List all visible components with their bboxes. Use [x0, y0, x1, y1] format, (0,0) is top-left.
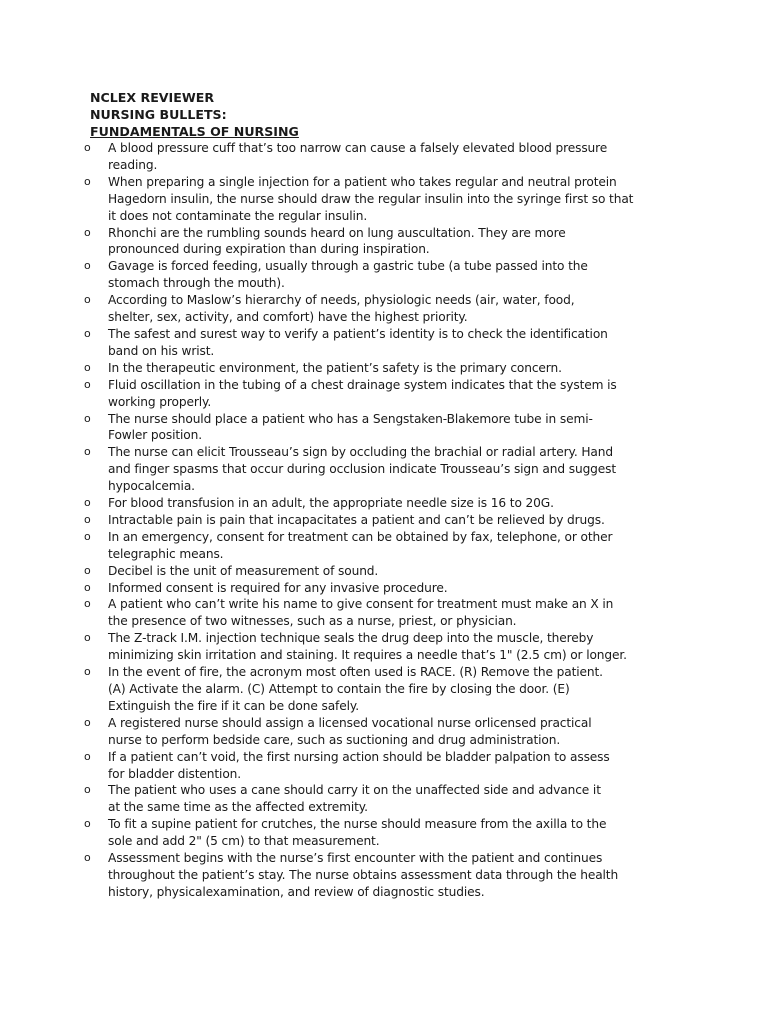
- bullet-marker-icon: o: [84, 580, 91, 594]
- bullet-marker-icon: o: [84, 360, 91, 374]
- bullet-marker-icon: o: [84, 851, 91, 865]
- bullet-text: The Z-track I.M. injection technique seals the drug deep into the muscle, thereby minimizing skin irritation and staining. It requires a needle that’s 1" (2.5 cm) or longer.: [108, 631, 627, 663]
- bullet-item: [86, 850, 686, 901]
- bullet-item: [86, 377, 686, 411]
- bullet-item: [86, 411, 686, 445]
- bullet-marker-icon: o: [84, 496, 91, 510]
- bullet-text: The safest and surest way to verify a patient’s identity is to check the identification band on his wrist.: [108, 326, 608, 358]
- bullet-marker-icon: o: [84, 665, 91, 679]
- bullet-item: [86, 630, 686, 664]
- bullet-text: Gavage is forced feeding, usually through a gastric tube (a tube passed into the stomach through the mouth).: [108, 259, 588, 291]
- bullet-item: [86, 596, 686, 630]
- bullet-marker-icon: o: [84, 259, 91, 273]
- bullet-marker-icon: o: [84, 563, 91, 577]
- bullet-item: [86, 715, 686, 749]
- bullet-item: [86, 444, 686, 495]
- bullet-marker-icon: o: [84, 326, 91, 340]
- bullet-marker-icon: o: [84, 377, 91, 391]
- bullet-text: Decibel is the unit of measurement of sound.: [108, 563, 379, 578]
- bullet-item: [86, 782, 686, 816]
- bullet-marker-icon: o: [84, 783, 91, 797]
- bullet-text: Intractable pain is pain that incapacitates a patient and can’t be relieved by drugs.: [108, 512, 605, 527]
- bullet-text: In an emergency, consent for treatment can be obtained by fax, telephone, or other telegraphic means.: [108, 529, 613, 561]
- bullet-text: When preparing a single injection for a patient who takes regular and neutral protein Hagedorn insulin, the nurse should draw the regular insulin into the syringe first so that it does not contaminate the regular insulin.: [108, 174, 634, 223]
- bullet-item: [86, 512, 686, 529]
- bullet-item: [86, 258, 686, 292]
- bullet-text: A registered nurse should assign a licensed vocational nurse orlicensed practical nurse to perform bedside care, such as suctioning and drug administration.: [108, 715, 592, 747]
- bullet-text: The nurse can elicit Trousseau’s sign by occluding the brachial or radial artery. Hand and finger spasms that occur during occlusion indicate Trousseau’s sign and suggest hypocalcemia.: [108, 445, 617, 494]
- bullet-text: Rhonchi are the rumbling sounds heard on lung auscultation. They are more pronounced during expiration than during inspiration.: [108, 225, 566, 257]
- bullet-item: [86, 326, 686, 360]
- bullet-marker-icon: o: [84, 512, 91, 526]
- bullet-text: According to Maslow’s hierarchy of needs, physiologic needs (air, water, food, shelter, sex, activity, and comfort) have the highest priority.: [108, 293, 575, 325]
- bullet-text: To fit a supine patient for crutches, the nurse should measure from the axilla to the sole and add 2" (5 cm) to that measurement.: [108, 817, 607, 849]
- bullet-text: A patient who can’t write his name to give consent for treatment must make an X in the presence of two witnesses, such as a nurse, priest, or physician.: [108, 597, 614, 629]
- bullet-marker-icon: o: [84, 597, 91, 611]
- bullet-list: [86, 140, 686, 901]
- document-subtitle: NURSING BULLETS:: [90, 107, 227, 122]
- bullet-text: If a patient can’t void, the first nursing action should be bladder palpation to assess for bladder distention.: [108, 749, 610, 781]
- bullet-text: A blood pressure cuff that’s too narrow can cause a falsely elevated blood pressure reading.: [108, 141, 608, 172]
- bullet-marker-icon: o: [84, 817, 91, 831]
- bullet-item: [86, 225, 686, 259]
- bullet-item: [86, 495, 686, 512]
- bullet-text: In the therapeutic environment, the patient’s safety is the primary concern.: [108, 360, 562, 375]
- bullet-marker-icon: o: [84, 445, 91, 459]
- bullet-marker-icon: o: [84, 174, 91, 188]
- section-heading: FUNDAMENTALS OF NURSING: [90, 124, 299, 139]
- bullet-item: [86, 563, 686, 580]
- bullet-text: The nurse should place a patient who has a Sengstaken-Blakemore tube in semi- Fowler position.: [108, 411, 593, 443]
- bullet-item: [86, 749, 686, 783]
- bullet-marker-icon: o: [84, 715, 91, 729]
- bullet-marker-icon: o: [84, 411, 91, 425]
- bullet-text: The patient who uses a cane should carry it on the unaffected side and advance it at the same time as the affected extremity.: [108, 783, 601, 815]
- bullet-item: [86, 292, 686, 326]
- bullet-item: [86, 360, 686, 377]
- bullet-marker-icon: o: [84, 225, 91, 239]
- bullet-marker-icon: o: [84, 529, 91, 543]
- bullet-item: [86, 664, 686, 715]
- bullet-marker-icon: o: [84, 293, 91, 307]
- bullet-marker-icon: o: [84, 631, 91, 645]
- bullet-marker-icon: o: [84, 141, 91, 154]
- bullet-text: Informed consent is required for any invasive procedure.: [108, 580, 448, 595]
- document-header: [90, 89, 690, 140]
- bullet-text: Assessment begins with the nurse’s first encounter with the patient and continues throughout the patient’s stay. The nurse obtains assessment data through the health history, physicalexamination, and review of diagnostic studies.: [108, 851, 619, 899]
- bullet-text: In the event of fire, the acronym most often used is RACE. (R) Remove the patient. (A) Activate the alarm. (C) Attempt to contain the fire by closing the door. (E) Extinguish the fire if it can be done safely.: [108, 665, 603, 713]
- bullet-item: [86, 140, 686, 174]
- bullet-marker-icon: o: [84, 749, 91, 763]
- bullet-text: For blood transfusion in an adult, the appropriate needle size is 16 to 20G.: [108, 496, 554, 511]
- bullet-item: [86, 174, 686, 225]
- bullet-item: [86, 580, 686, 597]
- bullet-item: [86, 816, 686, 850]
- bullet-item: [86, 529, 686, 563]
- document-title: NCLEX REVIEWER: [90, 90, 215, 105]
- bullet-text: Fluid oscillation in the tubing of a chest drainage system indicates that the system is working properly.: [108, 377, 617, 409]
